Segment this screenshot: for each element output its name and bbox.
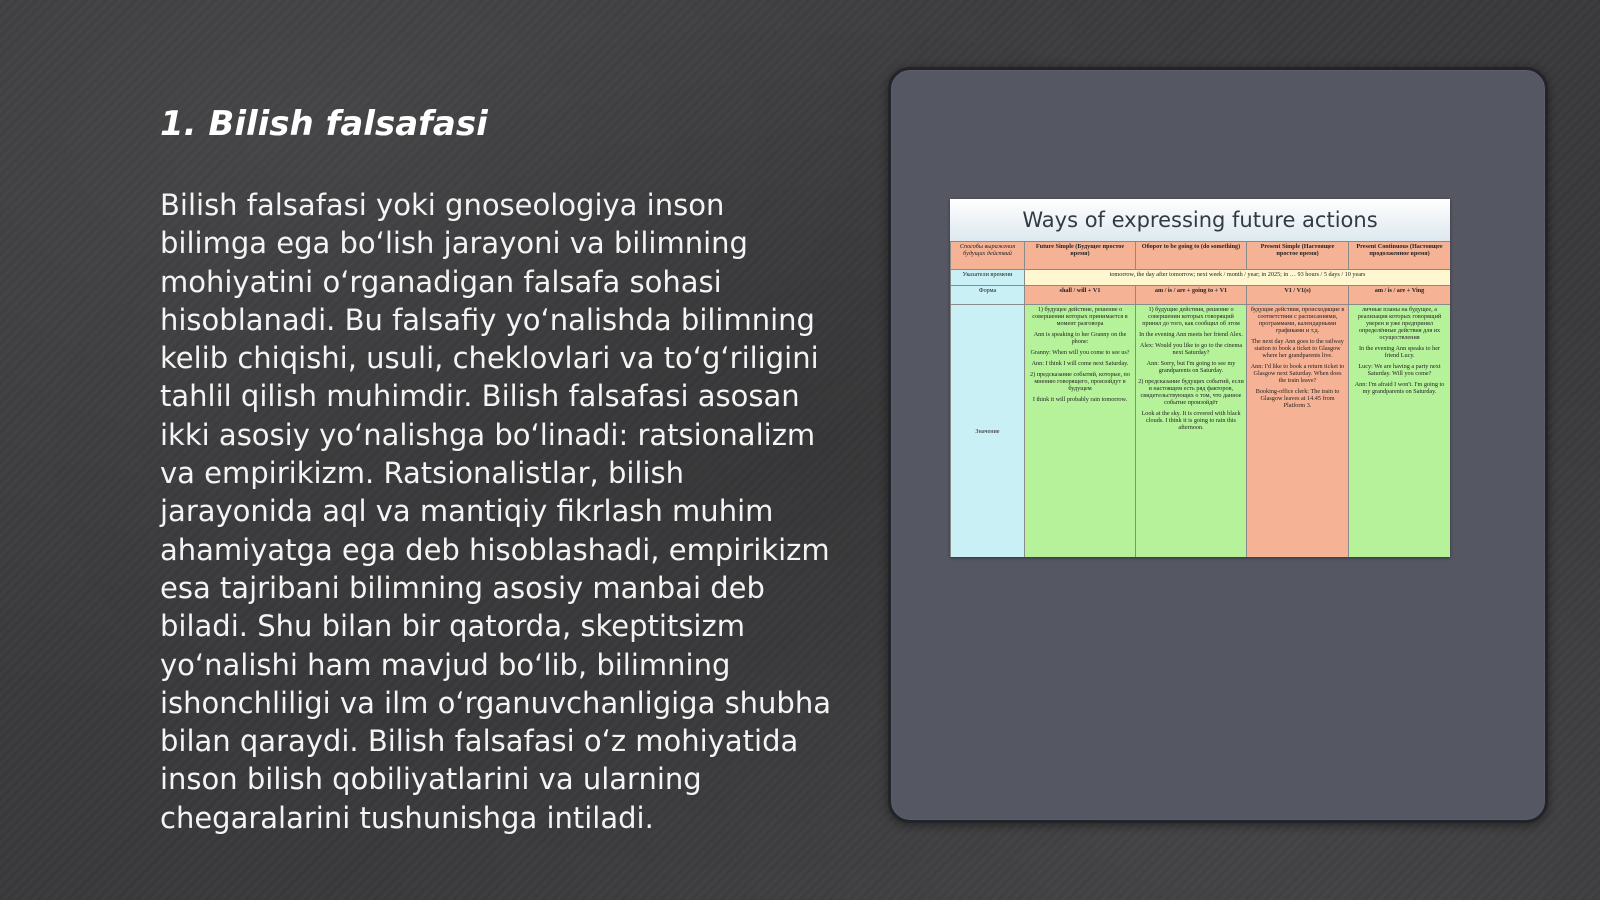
table-meaning-row bbox=[951, 305, 1451, 558]
meaning-text: Ann: I'd like to book a return ticket to Glasgow next Saturday. When does the train leave? bbox=[1250, 363, 1345, 384]
form-cell-going-to: am / is / are + going to + V1 bbox=[1136, 286, 1247, 305]
meaning-text: Granny: When will you come to see us? bbox=[1030, 349, 1130, 356]
future-actions-table bbox=[950, 241, 1450, 557]
meaning-text: Ann: I think I will come next Saturday. bbox=[1031, 360, 1129, 367]
time-markers-cell: tomorrow, the day after tomorrow; next week / month / year; in 2025; in … 93 hours / 5 days / 10 years bbox=[1025, 270, 1451, 286]
meaning-text: Booking-office clerk: The train to Glasgow leaves at 14.45 from Platform 3. bbox=[1255, 388, 1340, 409]
meaning-text: Alex: Would you like to go to the cinema next Saturday? bbox=[1139, 342, 1243, 356]
meaning-text: Ann: I'm afraid I won't. I'm going to my grandparents on Saturday. bbox=[1354, 381, 1445, 395]
meaning-text: 2) предсказание событий, которые, по мнению говорящего, произойдут в будущем bbox=[1030, 371, 1130, 392]
table-time-row bbox=[951, 270, 1451, 286]
time-label-cell: Указатели времени bbox=[951, 270, 1025, 286]
meaning-cell-present-continuous bbox=[1349, 305, 1451, 558]
slide-body-text: Bilish falsafasi yoki gnoseologiya inson bilimga ega bo‘lish jarayoni va bilimning mohiyatini o‘rganadigan falsafa sohasi hisoblanadi. Bu falsafiy yo‘nalishda bilimning kelib chiqishi, usuli, cheklovlari va to‘g‘riligini tahlil qilish muhimdir. Bilish falsafasi asosan ikki asosiy yo‘nalishga bo‘linadi: ratsionalizm va empirikizm. Ratsionalistlar, bilish jarayonida aql va mantiqiy fikrlash muhim ahamiyatga ega deb hisoblashadi, empirikizm esa tajribani bilimning asosiy manbai deb biladi. Shu bilan bir qatorda, skeptitsizm yo‘nalishi ham mavjud bo‘lib, bilimning ishonchliligi va ilm o‘rganuvchanligiga shubha bilan qaraydi. Bilish falsafasi o‘z mohiyatida inson bilish qobiliyatlarini va ularning chegaralarini tushunishga intiladi. bbox=[160, 188, 831, 835]
header-cell-present-continuous: Present Continuous (Настоящее продолженное время) bbox=[1349, 242, 1451, 270]
meaning-text: I think it will probably rain tomorrow. bbox=[1032, 396, 1128, 403]
future-actions-table-image bbox=[950, 199, 1450, 557]
meaning-text: 2) предсказание будущих событий, если в настоящем есть ряд факторов, свидетельствующих о том, что данное событие произойдёт bbox=[1138, 378, 1244, 406]
table-header-row bbox=[951, 242, 1451, 270]
meaning-text: 1) будущие действия, решение о совершении которых говорящий принял до того, как сообщил об этом bbox=[1142, 306, 1240, 327]
meaning-text: The next day Ann goes to the railway station to book a ticket to Glasgow where her grandparents live. bbox=[1251, 338, 1344, 359]
header-cell-future-simple: Future Simple (Будущее простое время) bbox=[1025, 242, 1136, 270]
header-cell-going-to: Оборот to be going to (do something) bbox=[1136, 242, 1247, 270]
meaning-text: Look at the sky. It is covered with black clouds. I think it is going to rain this afternoon. bbox=[1141, 410, 1241, 431]
meaning-text: Ann: Sorry, but I'm going to see my grandparents on Saturday. bbox=[1146, 360, 1236, 374]
slide-title: 1. Bilish falsafasi bbox=[160, 104, 488, 144]
meaning-text: In the evening Ann meets her friend Alex. bbox=[1139, 331, 1243, 338]
meaning-text: Ann is speaking to her Granny on the phone: bbox=[1033, 331, 1127, 345]
meaning-text: личные планы на будущее, а реализация которых говорящий уверен и уже предпринял определённые действия для их осуществления bbox=[1357, 306, 1442, 341]
form-cell-present-continuous: am / is / are + Ving bbox=[1349, 286, 1451, 305]
table-image-title: Ways of expressing future actions bbox=[950, 199, 1450, 241]
meaning-text: In the evening Ann speaks to her friend Lucy. bbox=[1358, 345, 1441, 359]
meaning-cell-going-to bbox=[1136, 305, 1247, 558]
meaning-text: Lucy: We are having a party next Saturday. Will you come? bbox=[1358, 363, 1441, 377]
header-cell-ways: Способы выражения будущих действий bbox=[951, 242, 1025, 270]
meaning-cell-present-simple bbox=[1247, 305, 1349, 558]
meaning-cell-future-simple bbox=[1025, 305, 1136, 558]
form-label-cell: Форма bbox=[951, 286, 1025, 305]
meaning-text: 1) будущее действие, решение о совершении которых принимается в момент разговора bbox=[1032, 306, 1128, 327]
meaning-label-cell: Значение bbox=[951, 305, 1025, 558]
table-form-row bbox=[951, 286, 1451, 305]
header-cell-present-simple: Present Simple (Настоящее простое время) bbox=[1247, 242, 1349, 270]
form-cell-present-simple: V1 / V1(s) bbox=[1247, 286, 1349, 305]
form-cell-future-simple: shall / will + V1 bbox=[1025, 286, 1136, 305]
meaning-text: будущие действия, происходящие в соответствии с расписаниями, программами, календарными графиками и т.д. bbox=[1250, 306, 1345, 334]
